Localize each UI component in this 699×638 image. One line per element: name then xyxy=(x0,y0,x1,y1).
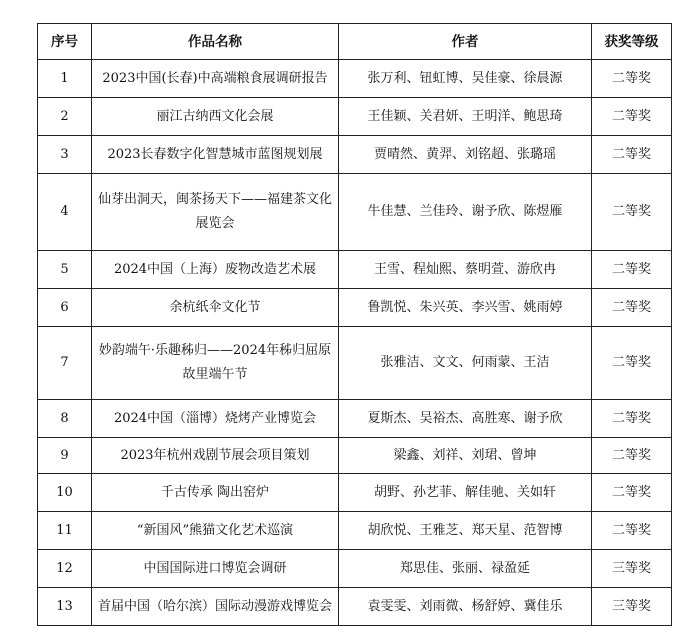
row-authors: 夏斯杰、吴裕杰、高胜寒、谢予欣 xyxy=(339,400,592,438)
row-authors: 袁雯雯、刘雨微、杨舒婷、冀佳乐 xyxy=(339,588,592,626)
table-row xyxy=(38,251,672,289)
row-no: 5 xyxy=(38,251,92,289)
header-award: 获奖等级 xyxy=(592,24,672,60)
row-no: 3 xyxy=(38,136,92,174)
table-row xyxy=(38,60,672,98)
table-row xyxy=(38,588,672,626)
awards-table xyxy=(37,23,672,626)
row-award: 二等奖 xyxy=(592,60,672,98)
table-row xyxy=(38,474,672,512)
row-no: 2 xyxy=(38,98,92,136)
row-title: 余杭纸伞文化节 xyxy=(92,289,339,327)
row-award: 二等奖 xyxy=(592,438,672,474)
row-no: 11 xyxy=(38,512,92,550)
row-title: 2023年杭州戏剧节展会项目策划 xyxy=(92,438,339,474)
table-row xyxy=(38,438,672,474)
row-title: 首届中国（哈尔滨）国际动漫游戏博览会 xyxy=(92,588,339,626)
table-row xyxy=(38,512,672,550)
table-row xyxy=(38,174,672,251)
header-no: 序号 xyxy=(38,24,92,60)
row-award: 二等奖 xyxy=(592,174,672,251)
row-title: 妙韵端午·乐趣秭归——2024年秭归屈原故里端午节 xyxy=(92,327,339,400)
row-title: 2024中国（上海）废物改造艺术展 xyxy=(92,251,339,289)
row-award: 二等奖 xyxy=(592,98,672,136)
row-authors: 郑思佳、张丽、禄盈延 xyxy=(339,550,592,588)
row-no: 9 xyxy=(38,438,92,474)
row-no: 12 xyxy=(38,550,92,588)
row-no: 8 xyxy=(38,400,92,438)
row-award: 二等奖 xyxy=(592,474,672,512)
table-header-row xyxy=(38,24,672,60)
row-no: 4 xyxy=(38,174,92,251)
table-row xyxy=(38,289,672,327)
row-title: 丽江古纳西文化会展 xyxy=(92,98,339,136)
row-award: 二等奖 xyxy=(592,251,672,289)
table-row xyxy=(38,550,672,588)
row-title: 2023长春数字化智慧城市蓝图规划展 xyxy=(92,136,339,174)
table-row xyxy=(38,400,672,438)
row-authors: 胡欣悦、王雅芝、郑天星、范智博 xyxy=(339,512,592,550)
row-authors: 牛佳慧、兰佳玲、谢予欣、陈煜雁 xyxy=(339,174,592,251)
row-title: 中国国际进口博览会调研 xyxy=(92,550,339,588)
row-authors: 张雅洁、文文、何雨蒙、王洁 xyxy=(339,327,592,400)
row-title: 千古传承 陶出窑炉 xyxy=(92,474,339,512)
row-award: 三等奖 xyxy=(592,550,672,588)
row-authors: 鲁凯悦、朱兴英、李兴雪、姚雨婷 xyxy=(339,289,592,327)
row-award: 二等奖 xyxy=(592,289,672,327)
row-award: 二等奖 xyxy=(592,136,672,174)
row-authors: 胡野、孙艺菲、解佳驰、关如轩 xyxy=(339,474,592,512)
row-title: 2024中国（淄博）烧烤产业博览会 xyxy=(92,400,339,438)
row-title: 2023中国(长春)中高端粮食展调研报告 xyxy=(92,60,339,98)
row-no: 13 xyxy=(38,588,92,626)
row-no: 1 xyxy=(38,60,92,98)
row-no: 10 xyxy=(38,474,92,512)
row-authors: 贾晴然、黄羿、刘铭超、张璐瑶 xyxy=(339,136,592,174)
row-title: “新国风”熊猫文化艺术巡演 xyxy=(92,512,339,550)
table-row xyxy=(38,327,672,400)
row-award: 二等奖 xyxy=(592,400,672,438)
row-no: 6 xyxy=(38,289,92,327)
row-authors: 王佳颖、关君妍、王明洋、鲍思琦 xyxy=(339,98,592,136)
row-title: 仙芽出洞天，闽茶扬天下——福建茶文化展览会 xyxy=(92,174,339,251)
header-authors: 作者 xyxy=(339,24,592,60)
row-award: 三等奖 xyxy=(592,588,672,626)
table-row xyxy=(38,98,672,136)
row-authors: 梁鑫、刘祥、刘珺、曾坤 xyxy=(339,438,592,474)
header-title: 作品名称 xyxy=(92,24,339,60)
table-row xyxy=(38,136,672,174)
row-award: 二等奖 xyxy=(592,327,672,400)
row-no: 7 xyxy=(38,327,92,400)
row-authors: 王雪、程灿熙、蔡明萱、游欣冉 xyxy=(339,251,592,289)
row-authors: 张万利、钮虹博、吴佳豪、徐晨源 xyxy=(339,60,592,98)
row-award: 二等奖 xyxy=(592,512,672,550)
